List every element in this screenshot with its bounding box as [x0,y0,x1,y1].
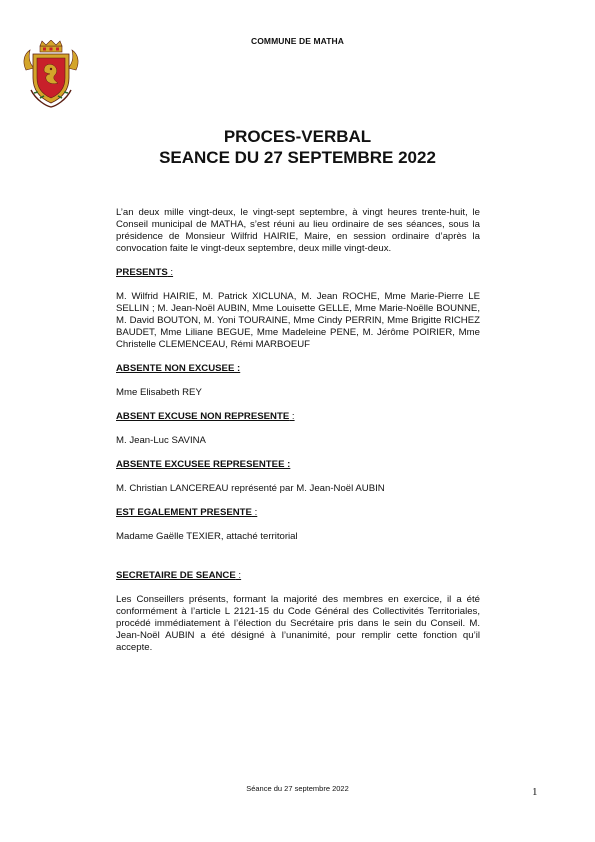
est-egalement-presente-value: Madame Gaëlle TEXIER, attaché territorial [116,531,298,542]
commune-header: COMMUNE DE MATHA [250,36,345,46]
heading-absent-excuse-non-represente [116,411,480,423]
heading-est-egalement-presente [116,507,480,519]
heading-presents-colon: : [167,267,174,278]
heading-est-egalement-presente-colon: : [251,507,258,518]
secretaire-paragraph: Les Conseillers présents, formant la majorité des membres en exercice, il a été conformément à l’article L 2121-15 du Code Général des Collectivités Territoriales, procédé immédiatement à l’élection du Secrétaire pris dans le sein du Conseil. M. Jean-Noël AUBIN a été désigné à l’unanimité, pour remplir cette fonction qu’il accepte. [116,594,480,653]
document-body [116,207,480,654]
page-footer: Séance du 27 septembre 2022 [246,784,349,793]
commune-coat-of-arms-icon [20,40,82,108]
heading-absent-excuse-non-represente-label: ABSENT EXCUSE NON REPRESENTE [116,411,290,422]
heading-absent-excuse-non-represente-colon: : [289,411,295,422]
document-title [0,126,595,168]
heading-secretaire-de-seance-label: SECRETAIRE DE SEANCE [116,570,236,581]
page-number: 1 [532,786,538,798]
heading-presents [116,267,480,279]
heading-est-egalement-presente-label: EST EGALEMENT PRESENTE [116,507,252,518]
title-line-1: PROCES-VERBAL [223,127,372,146]
title-line-2: SEANCE DU 27 SEPTEMBRE 2022 [159,148,436,167]
heading-secretaire-de-seance-colon: : [235,570,242,581]
presents-list: M. Wilfrid HAIRIE, M. Patrick XICLUNA, M. Jean ROCHE, Mme Marie-Pierre LE SELLIN ; M. Jean-Noël AUBIN, Mme Louisette GELLE, Mme Marie-Noëlle BOUNNE, M. David BOUTON, M. Yoni TOURAINE, Mme Cindy PERRIN, Mme Brigitte RICHEZ BAUDET, Mme Liliane BEGUE, Mme Madeleine PENE, M. Jérôme POIRIER, Mme Christelle CLEMENCEAU, Rémi MARBOEUF [116,291,480,350]
heading-absente-non-excusee: ABSENTE NON EXCUSEE : [116,363,241,374]
heading-secretaire-de-seance [116,570,480,582]
intro-paragraph: L’an deux mille vingt-deux, le vingt-sept septembre, à vingt heures trente-huit, le Conseil municipal de MATHA, s’est réuni au lieu ordinaire de ses séances, sous la présidence de Monsieur Wilfrid HAIRIE, Maire, en session ordinaire d’après la convocation faite le vingt-deux septembre, deux mille vingt-deux. [116,207,480,254]
absente-excusee-representee-value: M. Christian LANCEREAU représenté par M. Jean-Noël AUBIN [116,483,385,494]
absente-non-excusee-value: Mme Elisabeth REY [116,387,202,398]
heading-absente-excusee-representee: ABSENTE EXCUSEE REPRESENTEE : [116,459,291,470]
absent-excuse-non-represente-value: M. Jean-Luc SAVINA [116,435,206,446]
heading-presents-label: PRESENTS [116,267,168,278]
